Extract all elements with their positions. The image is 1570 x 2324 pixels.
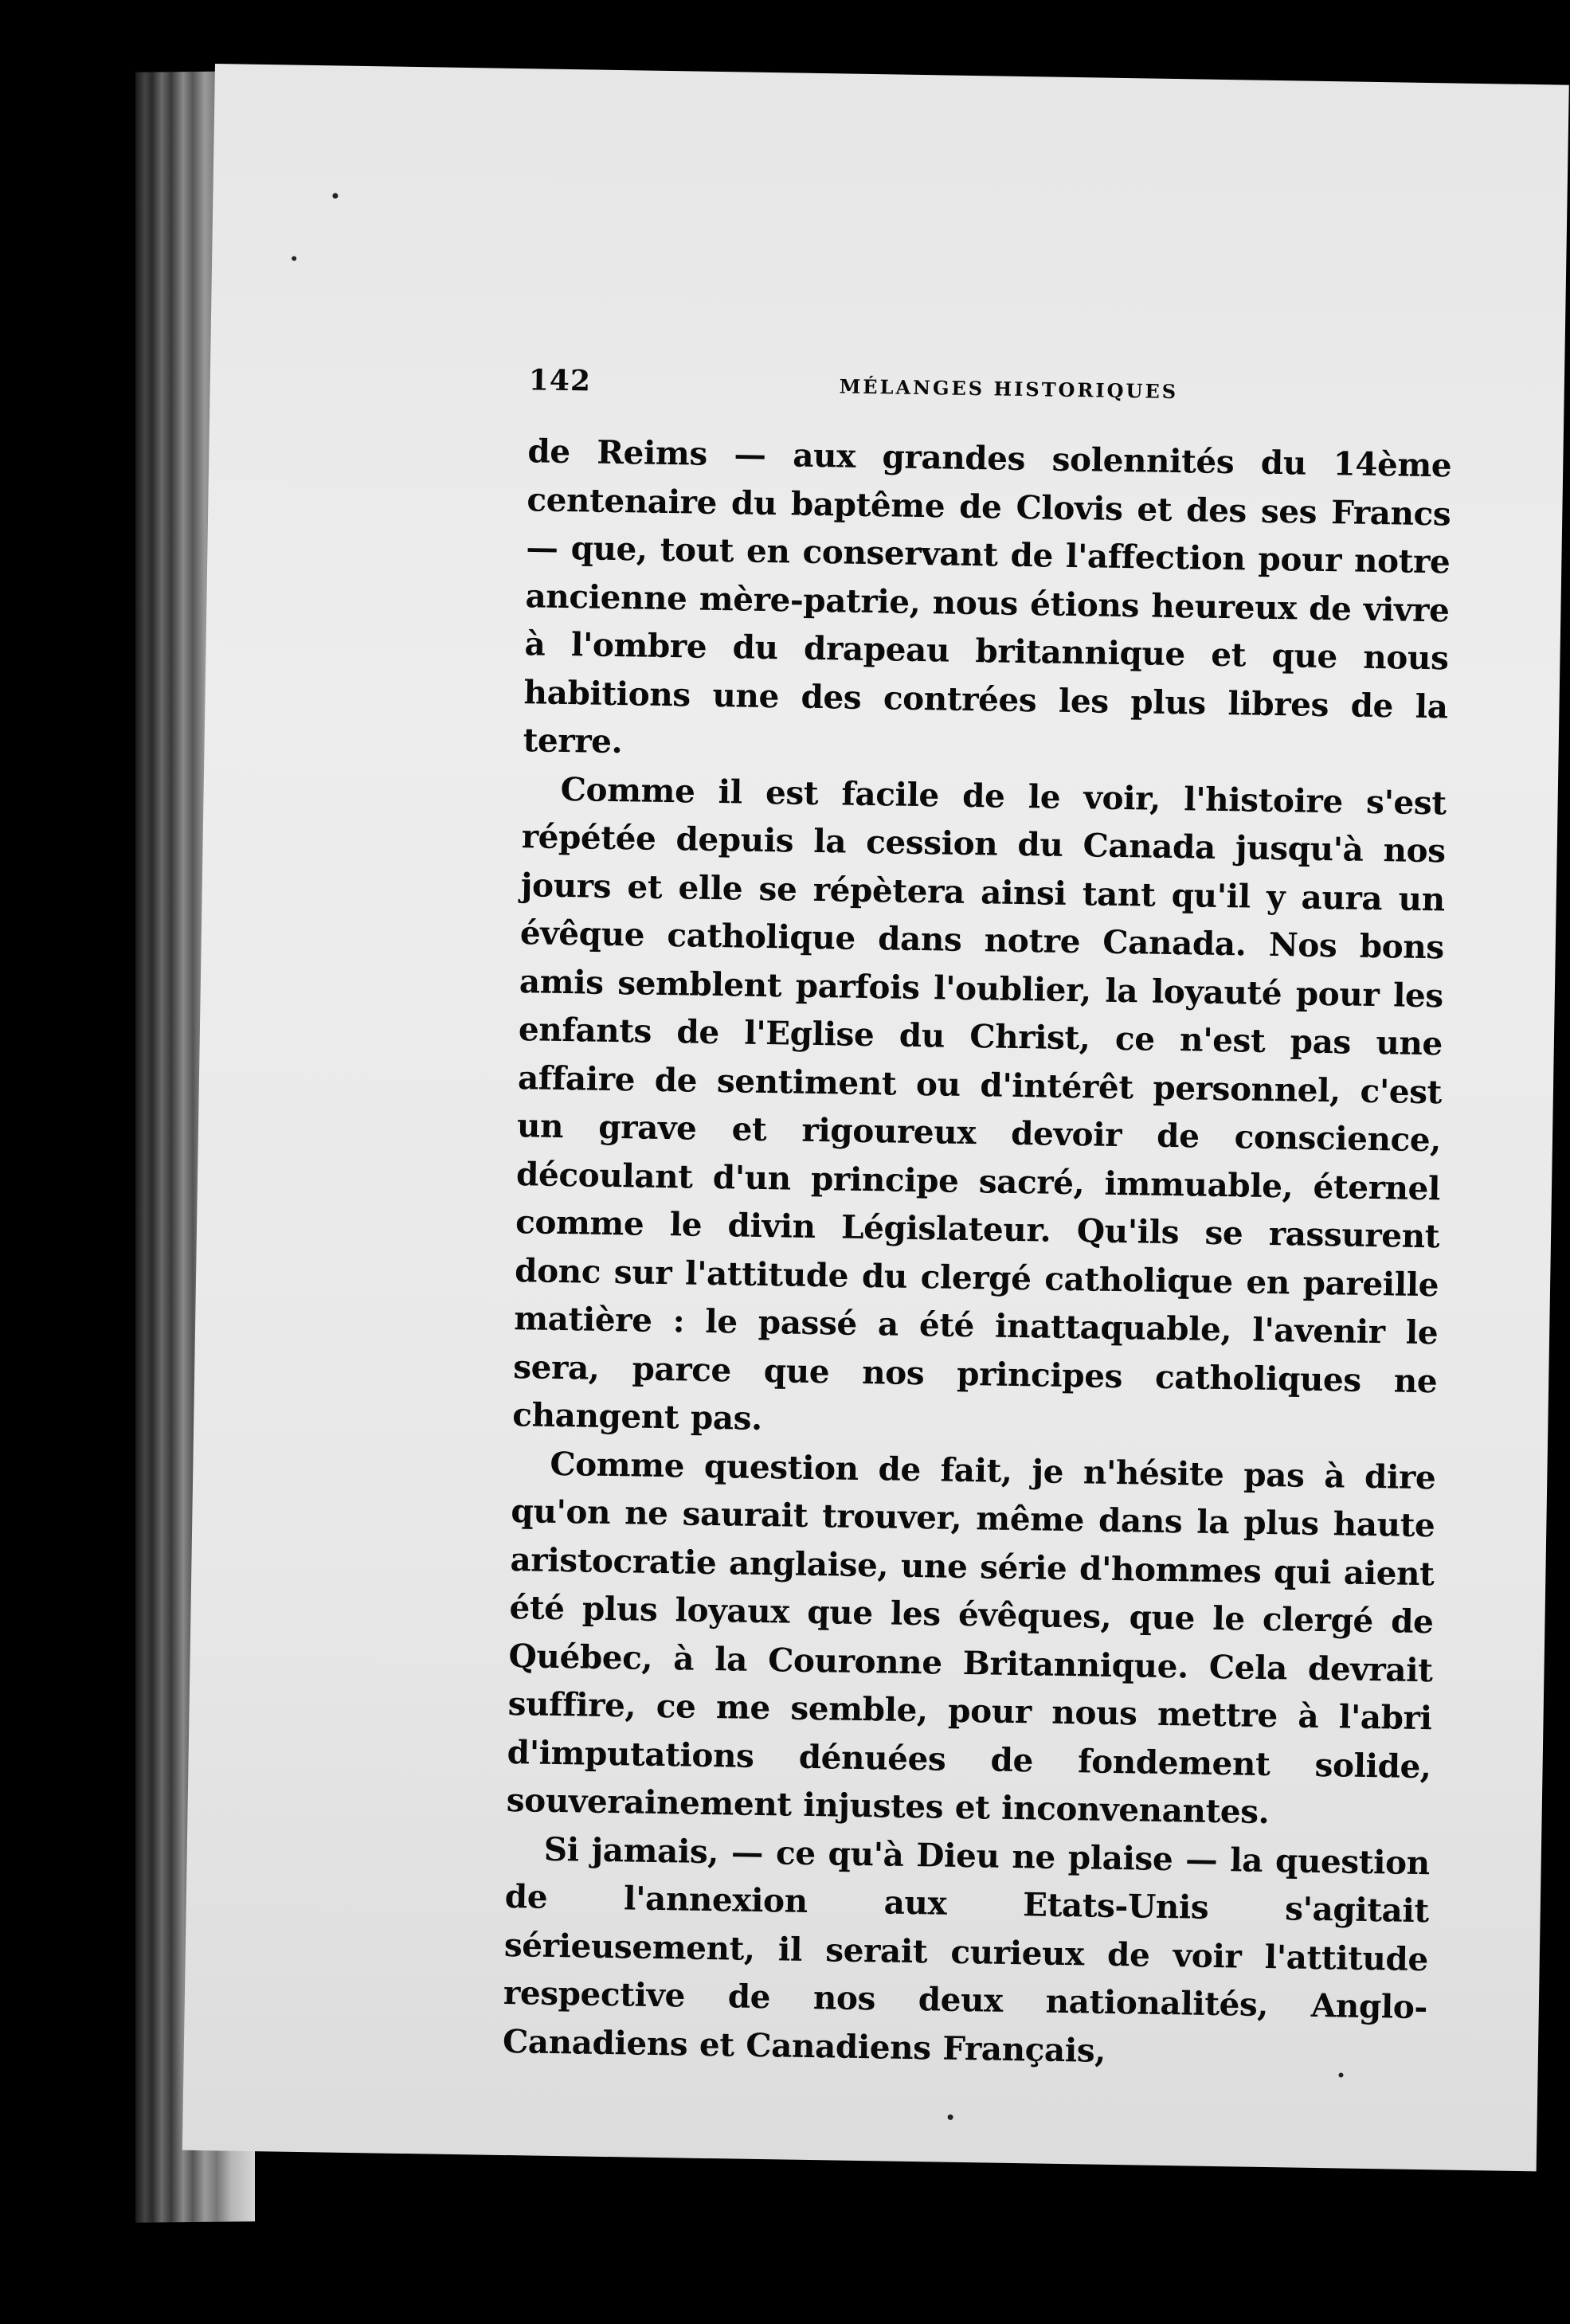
paragraph-1: de Reims — aux grandes solennités du 14ème centenaire du baptême de Clovis et des ses Francs — que, tout en conservant de l'affection pour notre ancienne mère-patrie, nous étions heureux de vivre à l'ombre du drapeau britannique et que nous habitions une des contrées les plus libres de la terre. <box>523 432 1452 761</box>
paragraph-2: Comme il est facile de le voir, l'histoire s'est répétée depuis la cession du Canada jusqu'à nos jours et elle se répètera ainsi tant qu'il y aura un évêque catholique dans notre Canada. Nos bons amis semblent parfois l'oublier, la loyauté pour les enfants de l'Eglise du Christ, ce n'est pas une affaire de sentiment ou d'intérêt personnel, c'est un grave et rigoureux devoir de conscience, découlant d'un principe sacré, immuable, éternel comme le divin Législateur. Qu'ils se rassurent donc sur l'attitude du clergé catholique en pareille matière : le passé a été inattaquable, l'avenir le sera, parce que nos principes catholiques ne changent pas. <box>512 769 1447 1438</box>
paragraph-4: Si jamais, — ce qu'à Dieu ne plaise — la question de l'annexion aux Etats-Unis s'agitait sérieusement, il serait curieux de voir l'attitude respective de nos deux nationalités, Anglo-Canadiens et Canadiens Français, <box>502 1829 1431 2070</box>
running-head-title: MÉLANGES HISTORIQUES <box>839 374 1179 404</box>
ink-speck <box>948 2115 953 2120</box>
paragraph-3: Comme question de fait, je n'hésite pas à dire qu'on ne saurait trouver, même dans la plus haute aristocratie anglaise, une série d'hommes qui aient été plus loyaux que les évêques, que le clergé de Québec, à la Couronne Britannique. Cela devrait suffire, ce me semble, pour nous mettre à l'abri d'imputations dénuées de fondement solide, souverainement injustes et inconvenantes. <box>506 1444 1436 1832</box>
body-text <box>503 427 1452 2079</box>
page-content <box>503 363 1453 2079</box>
page-number: 142 <box>528 363 592 398</box>
ink-speck <box>292 256 296 261</box>
book-page <box>182 64 1569 2171</box>
ink-speck <box>332 193 338 198</box>
